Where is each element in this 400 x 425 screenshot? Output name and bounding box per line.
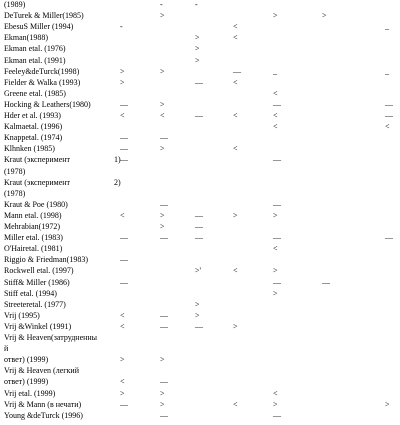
study-name: Klhnken (1985) [4,144,55,154]
table-row [0,155,400,166]
table-row [0,355,400,366]
effect-symbol: > [160,66,165,76]
table-row [0,67,400,78]
effect-symbol: > [273,11,278,21]
effect-symbol: > [195,55,200,65]
table-row [0,255,400,266]
table-row [0,366,400,377]
effect-symbol: — [195,77,203,87]
effect-symbol: > [195,33,200,43]
effect-symbol: _ [385,22,389,32]
effect-symbol: > [120,388,125,398]
effect-symbol: > [195,310,200,320]
effect-symbol: — [233,66,241,76]
effect-symbol: < [233,22,238,32]
effect-symbol: — [120,233,128,243]
study-name: (1978) [4,188,26,198]
effect-symbol: < [120,310,125,320]
effect-symbol: > [273,266,278,276]
table-row [0,389,400,400]
effect-symbol: > [160,399,165,409]
effect-symbol: — [160,133,168,143]
study-name: Ekman etal. (1991) [4,55,66,65]
study-name: Kalmaetal. (1996) [4,122,63,132]
table-row [0,333,400,344]
table-row [0,189,400,200]
study-name: Kraut & Poe (1980) [4,199,68,209]
effect-symbol: — [273,99,281,109]
effect-symbol: >' [195,266,201,276]
table-row [0,322,400,333]
table-row [0,11,400,22]
study-name: Greene etal. (1985) [4,88,66,98]
effect-symbol: > [160,210,165,220]
effect-symbol: > [160,355,165,365]
effect-symbol: _ [273,66,277,76]
study-name: Miller etal. (1983) [4,233,63,243]
effect-symbol: — [120,144,128,154]
effect-symbol: < [385,122,390,132]
effect-symbol: > [233,210,238,220]
effect-symbol: < [233,111,238,120]
effect-symbol: < [273,88,278,98]
effect-symbol: > [195,44,200,54]
effect-symbol: > [160,144,165,154]
experiment-number: 1) [114,155,121,165]
effect-symbol: — [385,99,393,109]
effect-symbol: — [273,155,281,165]
effect-symbol: — [273,233,281,243]
effect-symbol: > [120,66,125,76]
effect-symbol: > [195,299,200,309]
study-name: Streeteretal. (1977) [4,299,66,309]
study-name: Vrij &Winkel (1991) [4,321,72,331]
table-row [0,289,400,300]
table-row [0,222,400,233]
effect-symbol: > [385,399,390,409]
table-row [0,377,400,388]
study-name: Knappetal. (1974) [4,133,63,143]
effect-symbol: > [273,399,278,409]
table-row [0,200,400,211]
table-row [0,266,400,277]
effect-symbol: — [160,410,168,420]
effect-symbol: < [120,321,125,331]
effect-symbol: < [233,77,238,87]
effect-symbol: < [273,244,278,254]
effect-symbol: — [120,399,128,409]
study-name: (1989) [4,0,26,9]
effect-symbol: > [233,321,238,331]
table-row [0,89,400,100]
study-name: DeTurek & Miller(1985) [4,11,84,21]
effect-symbol: — [195,111,203,120]
study-name: Young &deTurck (1996) [4,410,83,420]
study-name: EbesuS Miller (1994) [4,22,74,32]
study-name: Vrij & Heaven (легкий [4,366,79,376]
table-row [0,0,400,11]
effect-symbol: < [120,210,125,220]
table-row [0,344,400,355]
effect-symbol: — [195,233,203,243]
effect-symbol: > [273,288,278,298]
effect-symbol: — [120,99,128,109]
effect-symbol: — [322,277,330,287]
table-row [0,56,400,67]
effect-symbol: < [233,399,238,409]
study-name: Mann etal. (1998) [4,210,62,220]
study-name: Stiff& Miller (1986) [4,277,70,287]
study-name: Ekman etal. (1976) [4,44,66,54]
table-row [0,278,400,289]
effect-symbol: — [195,321,203,331]
study-name: Vrij (1995) [4,310,40,320]
effect-symbol: — [385,111,393,120]
effect-symbol: > [160,222,165,231]
effect-symbol: — [120,277,128,287]
study-name: ответ) (1999) [4,377,49,387]
study-name: ответ) (1999) [4,355,49,365]
study-name: Stiff etal. (1994) [4,288,57,298]
table-row [0,400,400,411]
table-row [0,311,400,322]
effect-symbol: — [273,277,281,287]
table-row [0,122,400,133]
effect-symbol: _ [385,66,389,76]
effect-symbol: < [233,144,238,154]
study-name: Hder et al. (1993) [4,111,61,120]
effect-symbol: — [195,210,203,220]
effect-symbol: < [273,388,278,398]
effect-symbol: — [120,255,128,265]
study-name: Riggio & Friedman(1983) [4,255,88,265]
effect-symbol: < [160,111,165,120]
effect-symbol: < [120,111,125,120]
effect-symbol: — [273,199,281,209]
study-name: Vrij etal. (1999) [4,388,56,398]
effect-symbol: > [120,77,125,87]
study-name: Vrij & Heaven(затрудненны [4,333,98,342]
effect-symbol: < [233,266,238,276]
table-row [0,78,400,89]
effect-symbol: > [120,355,125,365]
study-name: Fielder & Walka (1993) [4,77,81,87]
study-name: й [4,344,9,354]
effect-symbol: — [273,410,281,420]
effect-symbol: < [233,33,238,43]
table-row [0,167,400,178]
study-name: Feeley&deTurck(1998) [4,66,80,76]
study-name: (1978) [4,166,26,176]
table-row [0,178,400,189]
effect-symbol: > [160,11,165,21]
effect-symbol: — [160,199,168,209]
table-row [0,33,400,44]
table-row [0,300,400,311]
effect-symbol: - [160,0,163,9]
experiment-number: 2) [114,177,121,187]
effect-symbol: > [322,11,327,21]
study-name: Rockwell etal. (1997) [4,266,74,276]
table-row [0,233,400,244]
effect-symbol: — [160,233,168,243]
effect-symbol: < [273,122,278,132]
effect-symbol: — [160,310,168,320]
table-row [0,144,400,155]
table-row [0,244,400,255]
study-name: O'Hairetal. (1981) [4,244,63,254]
effect-symbol: - [120,22,123,32]
effect-symbol: > [160,388,165,398]
table-row [0,100,400,111]
study-name: Hocking & Leathers(1980) [4,99,91,109]
effect-symbol: — [385,233,393,243]
effect-symbol: — [195,222,203,231]
effect-symbol: < [273,111,278,120]
table-row [0,44,400,55]
table-row [0,111,400,122]
effect-symbol: — [160,321,168,331]
effect-symbol: — [160,377,168,387]
study-name: Vrij & Mann (в нечати) [4,399,82,409]
effect-symbol: > [160,99,165,109]
effect-symbol: — [120,133,128,143]
study-name: Kraut (эксперимент [4,155,71,165]
table-row [0,22,400,33]
table-row [0,211,400,222]
effect-symbol: — [120,155,128,165]
table-row [0,411,400,422]
study-name: Mehrabian(1972) [4,222,60,231]
study-name: Kraut (эксперимент [4,177,71,187]
effect-symbol: > [273,210,278,220]
study-name: Ekman(1988) [4,33,48,43]
table-row [0,133,400,144]
effect-symbol: < [120,377,125,387]
effect-symbol: - [195,0,198,9]
